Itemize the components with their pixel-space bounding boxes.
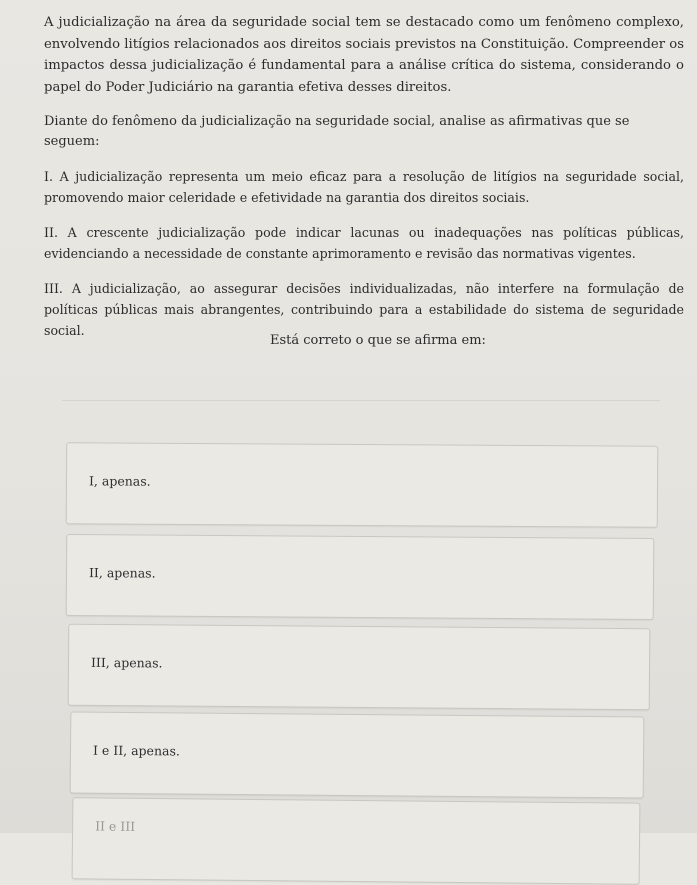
statement-ii: II. A crescente judicialização pode indicar lacunas ou inadequações nas políticas públicas, evidenciando a necessidade de constante aprimoramento e revisão das normativas vigentes.	[44, 225, 684, 261]
answer-option-d-label: I e II, apenas.	[92, 742, 180, 759]
answer-option-a[interactable]	[66, 442, 658, 528]
answer-option-e[interactable]	[72, 797, 641, 884]
answer-option-a-label: I, apenas.	[88, 473, 151, 489]
divider	[62, 400, 660, 401]
statement-i: I. A judicialização representa um meio eficaz para a resolução de litígios na seguridade social, promovendo maior celeridade e efetividade na garantia dos direitos sociais.	[44, 169, 684, 205]
question-block	[44, 12, 684, 355]
answer-option-c[interactable]	[68, 624, 651, 711]
question-intro: A judicialização na área da seguridade social tem se destacado como um fenômeno complexo, envolvendo litígios relacionados aos direitos sociais previstos na Constituição. Compreender os impactos dessa judicialização é fundamental para a análise crítica do sistema, considerando o papel do Poder Judiciário na garantia efetiva desses direitos.	[44, 15, 684, 95]
question-lead: Diante do fenômeno da judicialização na seguridade social, analise as afirmativas que se seguem:	[44, 114, 630, 149]
answer-option-e-label: II e III	[95, 818, 136, 834]
answer-option-d[interactable]	[70, 711, 645, 798]
answer-option-c-label: III, apenas.	[90, 654, 163, 671]
answer-option-b-label: II, apenas.	[88, 565, 156, 581]
question-prompt: Está correto o que se afirma em:	[270, 333, 486, 348]
statement-iii: III. A judicialização, ao assegurar decisões individualizadas, não interfere na formulação de políticas públicas mais abrangentes, contribuindo para a estabilidade do sistema de seguridade social.	[44, 281, 684, 338]
answer-option-b[interactable]	[66, 534, 655, 620]
